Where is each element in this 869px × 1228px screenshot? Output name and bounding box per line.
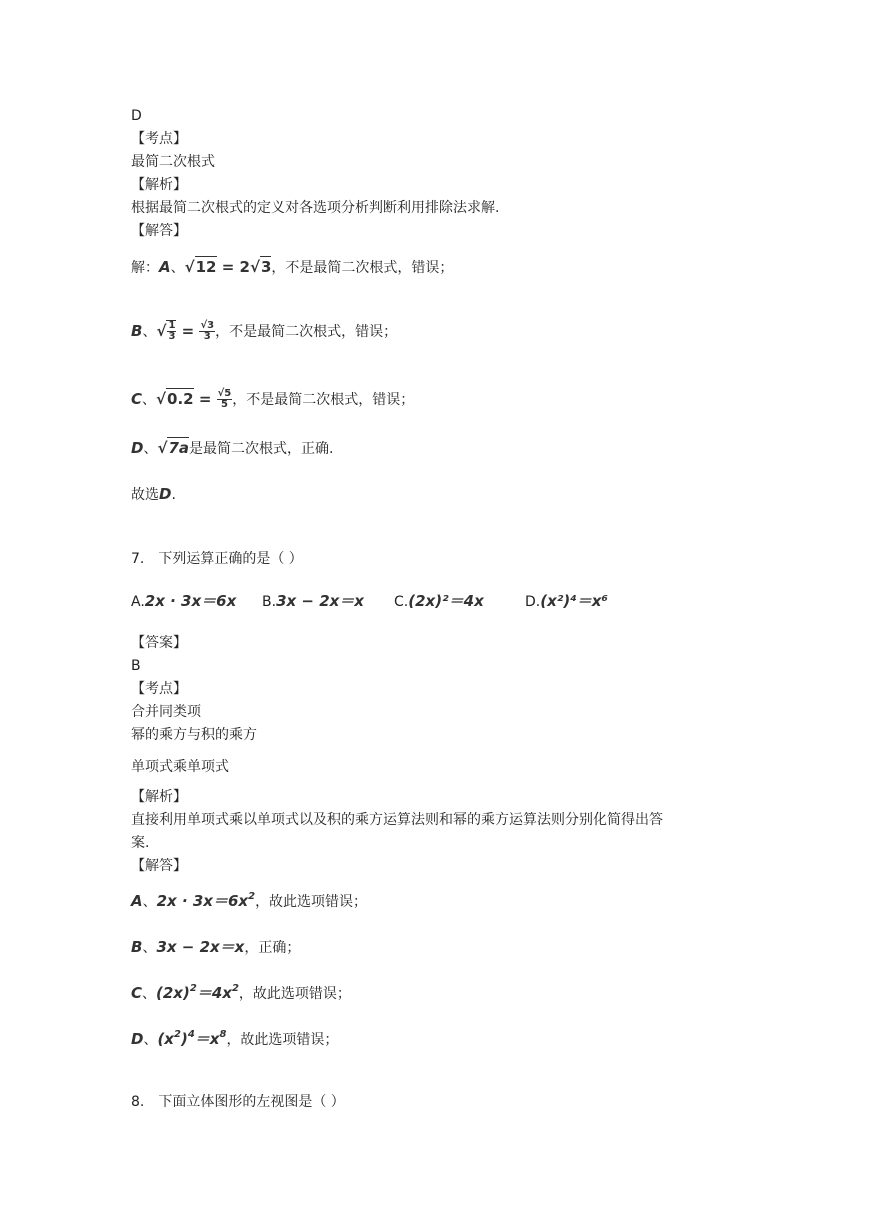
solution-tail: ，故此选项错误； <box>255 894 368 910</box>
q6-jiexi-heading: 【解析】 <box>131 177 187 193</box>
option-expr: (x²)⁴＝x⁶ <box>540 592 609 610</box>
math-expr: √7a <box>157 439 190 457</box>
math-label-a: A <box>159 258 171 276</box>
q7-kaodian-heading: 【考点】 <box>131 681 187 697</box>
q6-jieda-heading: 【解答】 <box>131 223 187 239</box>
math-label-a: A <box>131 892 143 910</box>
option-expr: 3x − 2x＝x <box>276 592 364 610</box>
math-label-c: C <box>131 390 143 408</box>
q6-conclusion <box>131 484 176 505</box>
q8-stem: 8. 下面立体图形的左视图是（ ） <box>131 1094 345 1110</box>
solution-tail: 是最简二次根式，正确. <box>189 441 334 457</box>
solution-tail: ，不是最简二次根式，错误； <box>271 260 454 276</box>
solution-prefix: 解： <box>131 260 159 276</box>
solution-tail: ，不是最简二次根式，错误； <box>232 392 415 408</box>
q7-option-b[interactable] <box>262 590 364 613</box>
q6-jiexi: 根据最简二次根式的定义对各选项分析判断利用排除法求解. <box>131 200 500 216</box>
conclusion-prefix: 故选 <box>131 487 159 503</box>
q6-kaodian: 最简二次根式 <box>131 154 215 170</box>
math-expr: √0.2 = $\frac{√5}{5}$ <box>156 388 232 410</box>
conclusion-letter: D <box>159 485 172 503</box>
solution-tail: ，不是最简二次根式，错误； <box>215 324 398 340</box>
q7-kaodian-1: 合并同类项 <box>131 704 201 720</box>
q6-solution-a: 解：A、√12 = 2√3，不是最简二次根式，错误； <box>131 258 454 276</box>
q7-solution-a: A、$2x \cdot 3x=6x^2$，故此选项错误； <box>131 891 368 910</box>
q7-option-c[interactable] <box>394 590 484 613</box>
q7-jiexi-heading: 【解析】 <box>131 789 187 805</box>
math-expr: √12 = 2√3 <box>184 258 272 276</box>
q7-jieda-heading: 【解答】 <box>131 858 187 874</box>
q7-solution-b: B、3x − 2x＝x，正确； <box>131 938 301 956</box>
math-label-b: B <box>131 322 143 340</box>
math-label-d: D <box>131 1030 144 1048</box>
q7-answer-heading: 【答案】 <box>131 635 187 651</box>
option-label: B. <box>262 594 277 610</box>
q6-answer: D <box>131 108 142 124</box>
q6-solution-b: B、√ $\frac{1}{3}$ = $\frac{√3}{3}$ ，不是最简二次根式，错误； <box>131 320 398 342</box>
conclusion-end: . <box>171 487 176 503</box>
option-label: C. <box>394 594 409 610</box>
q7-jiexi-2: 案. <box>131 835 150 851</box>
math-label-c: C <box>131 984 143 1002</box>
q7-solution-c: C、$(2x)^2=4x^2$，故此选项错误； <box>131 983 351 1002</box>
math-expr: $2x \cdot 3x=6x^2$ <box>156 891 256 910</box>
q6-kaodian-heading: 【考点】 <box>131 131 187 147</box>
q7-kaodian-2: 幂的乘方与积的乘方 <box>131 727 257 743</box>
option-expr: (2x)²＝4x <box>408 592 484 610</box>
option-label: A. <box>131 594 145 610</box>
option-label: D. <box>525 594 541 610</box>
option-expr: 2x · 3x＝6x <box>144 592 237 610</box>
math-expr: 3x − 2x＝x <box>156 938 245 956</box>
q7-kaodian-3: 单项式乘单项式 <box>131 759 229 775</box>
math-label-d: D <box>131 439 144 457</box>
solution-tail: ，故此选项错误； <box>238 986 351 1002</box>
solution-tail: ，正确； <box>244 940 301 956</box>
q7-solution-d: D、$(x^2)^4=x^8$，故此选项错误； <box>131 1029 339 1048</box>
q6-solution-c: C、√0.2 = $\frac{√5}{5}$ ，不是最简二次根式，错误； <box>131 388 415 410</box>
solution-tail: ，故此选项错误； <box>226 1032 339 1048</box>
q7-stem: 7. 下列运算正确的是（ ） <box>131 551 303 567</box>
q7-answer: B <box>131 658 141 674</box>
q7-option-d[interactable] <box>525 590 608 613</box>
math-expr: $(x^2)^4=x^8$ <box>157 1029 227 1048</box>
q7-option-a[interactable] <box>131 590 236 613</box>
math-label-b: B <box>131 938 143 956</box>
math-expr: $(2x)^2=4x^2$ <box>156 983 239 1002</box>
q7-jiexi-1: 直接利用单项式乘以单项式以及积的乘方运算法则和幂的乘方运算法则分别化简得出答 <box>131 812 663 828</box>
q6-solution-d: D、√7a是最简二次根式，正确. <box>131 439 334 457</box>
math-expr: √ $\frac{1}{3}$ = $\frac{√3}{3}$ <box>156 320 215 342</box>
